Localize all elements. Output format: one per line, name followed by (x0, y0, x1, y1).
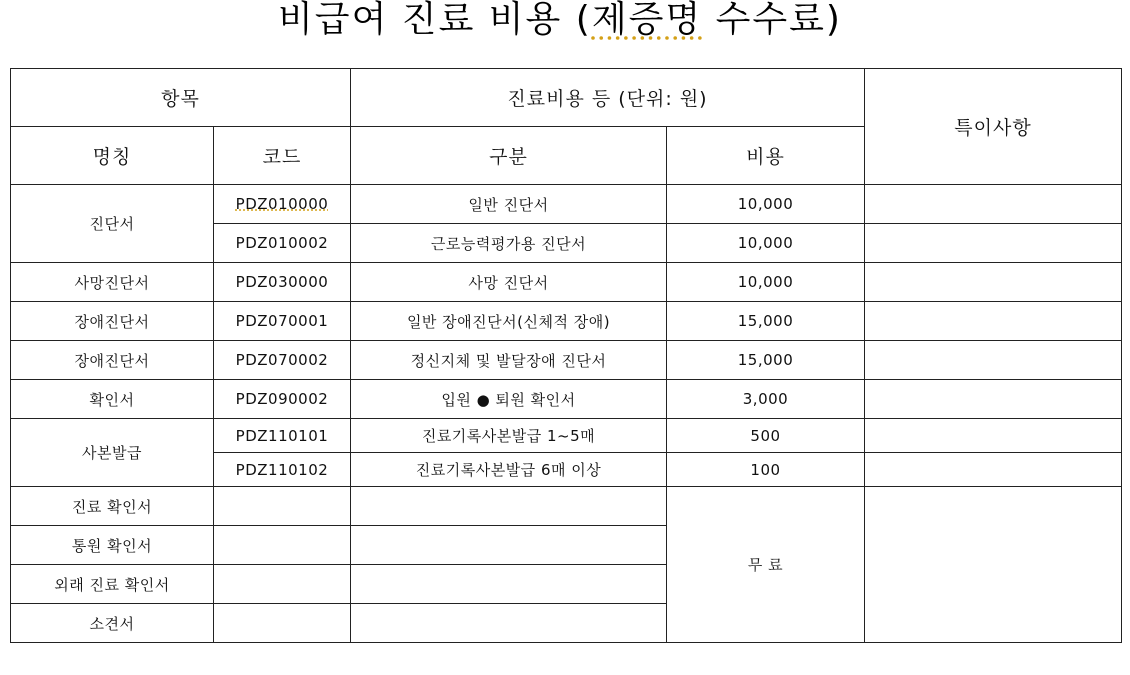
cell-category (351, 487, 667, 526)
header-cost: 비용 (667, 127, 865, 185)
cell-category: 근로능력평가용 진단서 (351, 224, 667, 263)
cell-cost: 15,000 (667, 341, 865, 380)
cell-remarks (865, 263, 1122, 302)
table-row (11, 487, 1122, 526)
table-row (11, 380, 1122, 419)
cell-cost: 10,000 (667, 185, 865, 224)
page-title (0, 0, 1120, 40)
cell-code: PDZ110101 (214, 419, 351, 453)
cell-category: 정신지체 및 발달장애 진단서 (351, 341, 667, 380)
cell-name: 진단서 (11, 185, 214, 263)
cell-name: 사본발급 (11, 419, 214, 487)
title-part2: 제증명 (591, 0, 703, 40)
cell-cost-free: 무 료 (667, 487, 865, 643)
cell-category: 진료기록사본발급 1~5매 (351, 419, 667, 453)
cell-category (351, 526, 667, 565)
header-remarks: 특이사항 (865, 69, 1122, 185)
cell-category: 사망 진단서 (351, 263, 667, 302)
cell-name: 장애진단서 (11, 302, 214, 341)
cell-code-text: PDZ010000 (235, 195, 329, 213)
cell-name: 통원 확인서 (11, 526, 214, 565)
header-row-top (11, 69, 1122, 127)
cell-category: 진료기록사본발급 6매 이상 (351, 453, 667, 487)
cell-category (351, 565, 667, 604)
cell-remarks (865, 341, 1122, 380)
cell-cost: 500 (667, 419, 865, 453)
title-part1: 비급여 진료 비용 ( (278, 0, 592, 40)
title-part3: 수수료) (702, 0, 842, 40)
cell-cost: 10,000 (667, 224, 865, 263)
cell-remarks (865, 453, 1122, 487)
cell-remarks (865, 419, 1122, 453)
cell-code: PDZ030000 (214, 263, 351, 302)
cell-name: 확인서 (11, 380, 214, 419)
cell-category: 일반 진단서 (351, 185, 667, 224)
cell-cost: 3,000 (667, 380, 865, 419)
header-item: 항목 (11, 69, 351, 127)
cell-remarks (865, 487, 1122, 643)
cell-code (214, 526, 351, 565)
cell-name: 장애진단서 (11, 341, 214, 380)
cell-category: 입원 ● 퇴원 확인서 (351, 380, 667, 419)
header-code: 코드 (214, 127, 351, 185)
cell-code: PDZ070002 (214, 341, 351, 380)
cell-cost: 10,000 (667, 263, 865, 302)
cell-name: 진료 확인서 (11, 487, 214, 526)
cell-cost: 15,000 (667, 302, 865, 341)
cell-code (214, 565, 351, 604)
cell-code (214, 185, 351, 224)
cell-remarks (865, 185, 1122, 224)
cell-code (214, 604, 351, 643)
header-name: 명칭 (11, 127, 214, 185)
cell-code: PDZ070001 (214, 302, 351, 341)
header-cost-group: 진료비용 등 (단위: 원) (351, 69, 865, 127)
cell-code (214, 487, 351, 526)
cell-remarks (865, 380, 1122, 419)
cell-code: PDZ090002 (214, 380, 351, 419)
cell-code: PDZ010002 (214, 224, 351, 263)
cell-remarks (865, 224, 1122, 263)
cell-remarks (865, 302, 1122, 341)
fee-table (10, 68, 1122, 643)
header-category: 구분 (351, 127, 667, 185)
cell-cost: 100 (667, 453, 865, 487)
table-row (11, 302, 1122, 341)
cell-name: 소견서 (11, 604, 214, 643)
cell-name: 사망진단서 (11, 263, 214, 302)
table-row (11, 419, 1122, 453)
table-row (11, 341, 1122, 380)
cell-category: 일반 장애진단서(신체적 장애) (351, 302, 667, 341)
table-row (11, 185, 1122, 224)
cell-category (351, 604, 667, 643)
cell-name: 외래 진료 확인서 (11, 565, 214, 604)
cell-code: PDZ110102 (214, 453, 351, 487)
table-row (11, 263, 1122, 302)
